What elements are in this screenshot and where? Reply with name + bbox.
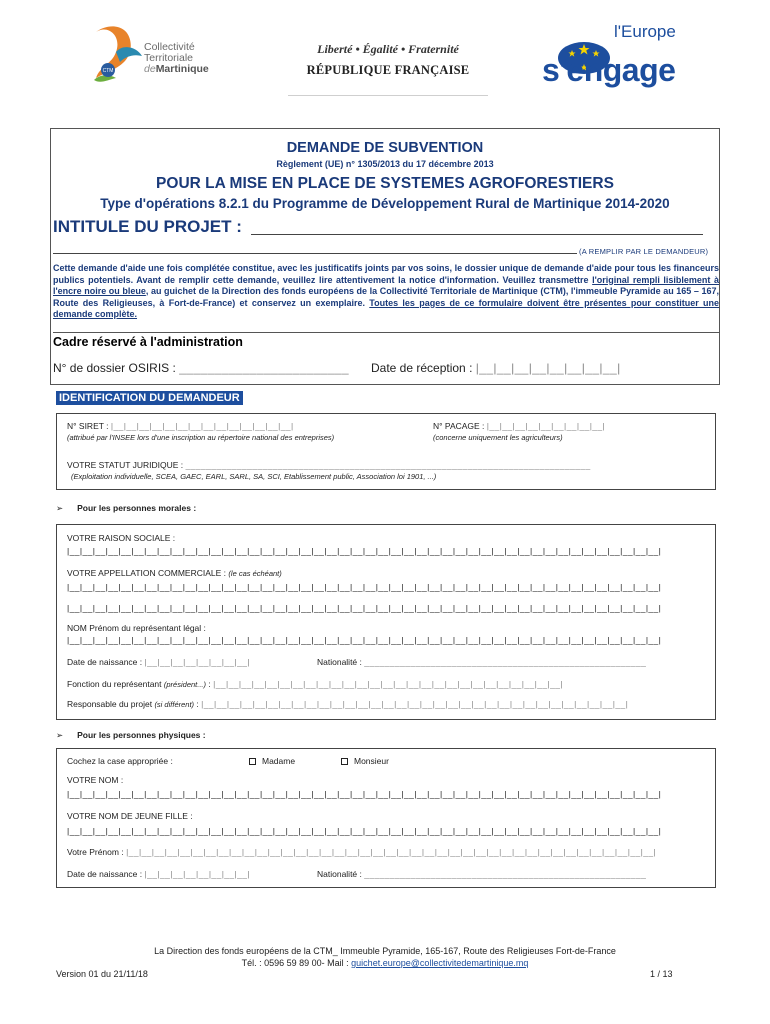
prenom-row: [67, 847, 656, 857]
morales-box: [56, 524, 716, 720]
madame-label: Madame: [262, 756, 296, 766]
footer-contact: [0, 958, 770, 968]
europe-logo: [538, 22, 688, 96]
pacage-input[interactable]: |__|__|__|__|__|__|__|__|__|: [486, 421, 606, 431]
republique-logo: [288, 26, 488, 96]
naissance-row: [67, 657, 250, 667]
raison-input[interactable]: |__|__|__|__|__|__|__|__|__|__|__|__|__|__|__|__|__|__|__|__|__|__|__|__|__|__|__|__|__|__|__|__|__|__|__|__|__|__|__|__|__|__|__|__|__|__|: [67, 546, 662, 556]
intro-text: [53, 263, 719, 333]
statut-input[interactable]: _______________________________________________________________________________: [185, 460, 591, 470]
p-naissance-input[interactable]: |__|__|__|__|__|__|__|__|: [144, 869, 251, 879]
osiris-input[interactable]: ________________________: [179, 361, 349, 375]
ctm-line3: Martinique: [155, 63, 209, 75]
footer-address: La Direction des fonds européens de la CTM_ Immeuble Pyramide, 165-167, Route des Religieuses Fort-de-France: [154, 946, 616, 956]
morales-bullet-label: Pour les personnes morales :: [77, 503, 197, 513]
regulation: Règlement (UE) n° 1305/2013 du 17 décembre 2013: [276, 159, 494, 169]
remplir-note: (A REMPLIR PAR LE DEMANDEUR): [579, 247, 709, 256]
footer-phone: Tél. : 0596 59 89 00- Mail :: [241, 958, 349, 968]
monsieur-label: Monsieur: [354, 756, 389, 766]
pacage-row: [433, 421, 605, 431]
statut-note: (Exploitation individuelle, SCEA, GAEC, EARL, SARL, SA, SCI, Etablissement public, Association loi 1901, ...): [71, 472, 437, 481]
p-naissance-label: Date de naissance :: [67, 869, 143, 879]
fonction-input[interactable]: |__|__|__|__|__|__|__|__|__|__|__|__|__|__|__|__|__|__|__|__|__|__|__|__|__|__|__|: [213, 679, 563, 689]
madame-checkbox[interactable]: [249, 758, 256, 765]
appellation-note: (le cas échéant): [228, 569, 282, 578]
naissance-input[interactable]: |__|__|__|__|__|__|__|__|: [144, 657, 251, 667]
madame-option[interactable]: [249, 756, 295, 766]
responsable-row: Responsable du projet (si différent) : |__|__|__|__|__|__|__|__|__|__|__|__|__|__|__|__|__|__|__|__|__|__|__|__|__|__|__|__|__|__|__|__|__|: [67, 699, 629, 709]
reception-field: [371, 361, 621, 375]
intitule-input-line[interactable]: [251, 234, 703, 235]
ctm-bird-icon: [86, 22, 146, 94]
form-header-frame: [50, 128, 720, 385]
svg-text:CTM: CTM: [102, 68, 114, 74]
arrow-bullet-icon: ➢: [56, 730, 64, 740]
intro-u1: l'original rempli lisiblement à l'encre noire ou bleue: [53, 274, 719, 296]
siret-label: N° SIRET :: [67, 421, 109, 431]
version: Version 01 du 21/11/18: [56, 969, 148, 979]
fonction-row: Fonction du représentant (président...) : |__|__|__|__|__|__|__|__|__|__|__|__|__|__|__|__|__|__|__|__|__|__|__|__|__|__|__|: [67, 679, 563, 689]
prenom-label: Votre Prénom :: [67, 847, 124, 857]
responsable-input[interactable]: |__|__|__|__|__|__|__|__|__|__|__|__|__|__|__|__|__|__|__|__|__|__|__|__|__|__|__|__|__|__|__|__|__|: [201, 699, 629, 709]
intro-u2: Toutes les pages de ce formulaire doivent être présentes pour constituer une demande complète.: [53, 297, 719, 319]
operations-type: Type d'opérations 8.2.1 du Programme de Développement Rural de Martinique 2014-2020: [100, 196, 670, 211]
statut-row: [67, 460, 591, 470]
responsable-label: Responsable du projet: [67, 699, 153, 709]
nationalite-row: [317, 657, 646, 667]
appellation-label: VOTRE APPELLATION COMMERCIALE :: [67, 568, 227, 578]
siret-input[interactable]: |__|__|__|__|__|__|__|__|__|__|__|__|__|__|: [110, 421, 294, 431]
eu-top-text: l'Europe: [614, 22, 676, 41]
intro-p2: , au guichet de la Direction des fonds européens de la Collectivité Territoriale de Martinique (CTM), l'immeuble Pyramide au 165 – 167, Route des Religieuses, à Fort-de-France) et conservez un exemplaire.: [53, 286, 719, 308]
eu-main-text: s'engage: [542, 52, 676, 88]
p-nationalite-label: Nationalité :: [317, 869, 362, 879]
appellation-input-2[interactable]: |__|__|__|__|__|__|__|__|__|__|__|__|__|__|__|__|__|__|__|__|__|__|__|__|__|__|__|__|__|__|__|__|__|__|__|__|__|__|__|__|__|__|__|__|__|__|: [67, 603, 662, 613]
coche-label: Cochez la case appropriée :: [67, 756, 173, 766]
siret-row: [67, 421, 294, 431]
form-subtitle: POUR LA MISE EN PLACE DE SYSTEMES AGROFORESTIERS: [156, 175, 614, 192]
appellation-input-1[interactable]: |__|__|__|__|__|__|__|__|__|__|__|__|__|__|__|__|__|__|__|__|__|__|__|__|__|__|__|__|__|__|__|__|__|__|__|__|__|__|__|__|__|__|__|__|__|__|: [67, 582, 662, 592]
ctm-line2: Territoriale: [144, 52, 194, 64]
physiques-bullet: [56, 730, 206, 741]
intitule-label: INTITULE DU PROJET :: [53, 217, 242, 236]
responsable-note: (si différent): [154, 700, 195, 709]
p-nationalite-input[interactable]: _______________________________________________________: [364, 869, 647, 879]
page-number: 1 / 13: [650, 969, 673, 979]
nationalite-input[interactable]: _______________________________________________________: [364, 657, 647, 667]
nom-label: VOTRE NOM :: [67, 775, 124, 785]
identification-banner: IDENTIFICATION DU DEMANDEUR: [56, 391, 243, 405]
admin-title: Cadre réservé à l'administration: [53, 335, 243, 349]
siret-note: (attribué par l'INSEE lors d'une inscription au répertoire national des entreprises): [67, 433, 335, 442]
representant-input[interactable]: |__|__|__|__|__|__|__|__|__|__|__|__|__|__|__|__|__|__|__|__|__|__|__|__|__|__|__|__|__|__|__|__|__|__|__|__|__|__|__|__|__|__|__|__|__|__|: [67, 635, 662, 645]
form-title: DEMANDE DE SUBVENTION: [286, 140, 484, 156]
identification-box: [56, 413, 716, 490]
reception-input[interactable]: |__|__|__|__|__|__|__|__|: [475, 361, 621, 375]
header-logos: [0, 18, 770, 96]
reception-label: Date de réception :: [371, 361, 473, 375]
naissance-label: Date de naissance :: [67, 657, 143, 667]
ctm-line3-pre: de: [144, 63, 156, 75]
fonction-note: (président...): [163, 680, 206, 689]
arrow-bullet-icon: ➢: [56, 503, 64, 513]
rf-name: RÉPUBLIQUE FRANÇAISE: [306, 63, 470, 77]
ctm-line1: Collectivité: [144, 41, 195, 53]
fonction-label: Fonction du représentant: [67, 679, 162, 689]
raison-label: VOTRE RAISON SOCIALE :: [67, 533, 176, 543]
p-nationalite-row: [317, 869, 646, 879]
monsieur-option[interactable]: [341, 756, 389, 766]
osiris-label: N° de dossier OSIRIS :: [53, 361, 176, 375]
physiques-box: [56, 748, 716, 888]
ctm-logo: [86, 22, 226, 96]
pacage-note: (concerne uniquement les agriculteurs): [433, 433, 563, 442]
pacage-label: N° PACAGE :: [433, 421, 485, 431]
nationalite-label: Nationalité :: [317, 657, 362, 667]
rf-motto: Liberté • Égalité • Fraternité: [317, 42, 459, 56]
jeune-fille-input[interactable]: |__|__|__|__|__|__|__|__|__|__|__|__|__|__|__|__|__|__|__|__|__|__|__|__|__|__|__|__|__|__|__|__|__|__|__|__|__|__|__|__|__|__|__|__|__|__|: [67, 826, 662, 836]
osiris-field: [53, 361, 349, 375]
jeune-fille-label: VOTRE NOM DE JEUNE FILLE :: [67, 811, 193, 821]
statut-label: VOTRE STATUT JURIDIQUE :: [67, 460, 184, 470]
p-naissance-row: [67, 869, 250, 879]
representant-label: NOM Prénom du représentant légal :: [67, 623, 206, 633]
prenom-input[interactable]: |__|__|__|__|__|__|__|__|__|__|__|__|__|__|__|__|__|__|__|__|__|__|__|__|__|__|__|__|__|__|__|__|__|__|__|__|__|__|__|__|__|: [126, 847, 657, 857]
intitule-input-line-2[interactable]: [53, 253, 577, 254]
nom-input[interactable]: |__|__|__|__|__|__|__|__|__|__|__|__|__|__|__|__|__|__|__|__|__|__|__|__|__|__|__|__|__|__|__|__|__|__|__|__|__|__|__|__|__|__|__|__|__|__|: [67, 789, 662, 799]
intro-p1: Cette demande d'aide une fois complétée constitue, avec les justificatifs joints par vos soins, le dossier unique de demande d'aide pour tous les financeurs publics potentiels. Avant de remplir cette demande, veuillez lire attentivement la notice d'information. Veuillez transmettre: [53, 263, 719, 285]
physiques-bullet-label: Pour les personnes physiques :: [77, 730, 206, 740]
appellation-row: [67, 568, 282, 578]
footer-mail-link[interactable]: guichet.europe@collectivitedemartinique.mq: [351, 958, 529, 968]
monsieur-checkbox[interactable]: [341, 758, 348, 765]
morales-bullet: [56, 503, 196, 514]
